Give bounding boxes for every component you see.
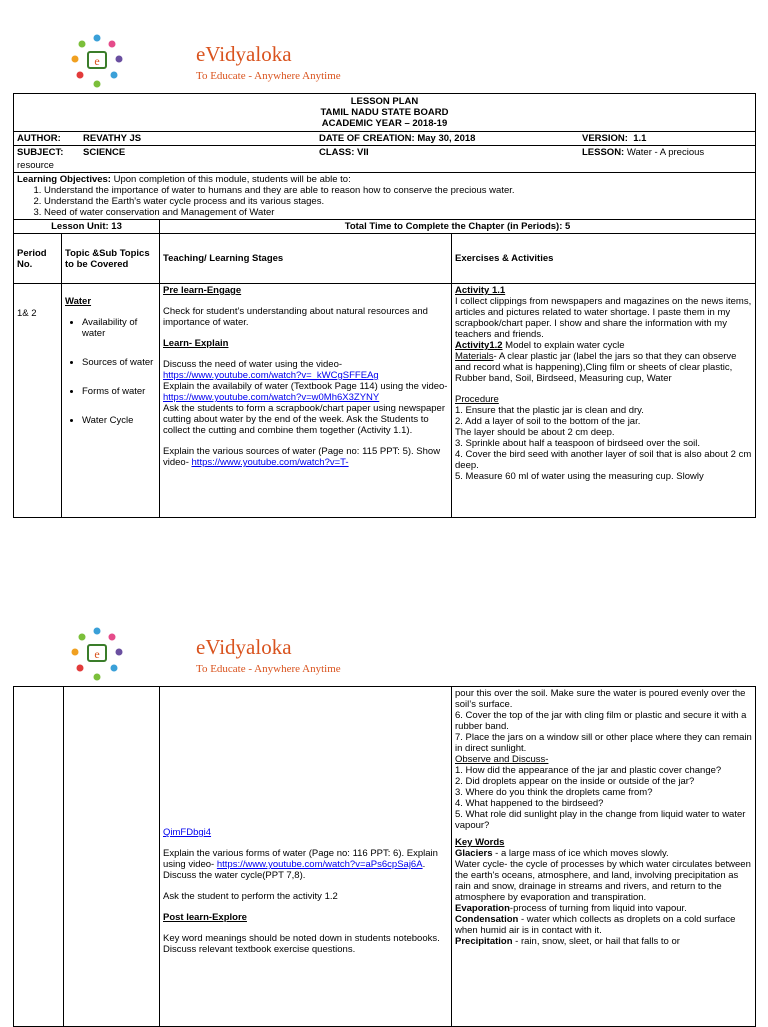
col-header-topic: Topic &Sub Topics to be Covered xyxy=(62,234,160,284)
key-word: Evaporation-process of turning from liquid into vapour. xyxy=(455,903,687,914)
logo xyxy=(66,32,406,88)
version-value: 1.1 xyxy=(633,133,647,144)
topic-title: Water xyxy=(65,296,92,307)
author-value: REVATHY JS xyxy=(83,133,142,144)
date-of-creation: DATE OF CREATION: May 30, 2018 xyxy=(319,133,476,144)
class-label: CLASS: VII xyxy=(316,146,579,160)
learning-objectives xyxy=(14,173,756,220)
brand-tagline: To Educate - Anywhere Anytime xyxy=(196,70,341,82)
author-label: AUTHOR: xyxy=(17,133,61,144)
teaching-text: . Discuss the water cycle(PPT 7,8). xyxy=(163,859,426,881)
header-lesson-plan: LESSON PLAN xyxy=(14,94,756,108)
objective-item: 3. Need of water conservation and Management of Water xyxy=(44,207,752,218)
procedure-step: 3. Sprinkle about half a teaspoon of birdseed over the soil. xyxy=(455,438,701,449)
lesson-value-cont: resource xyxy=(17,160,54,171)
svg-text:e: e xyxy=(94,54,100,68)
procedure-step: 2. Add a layer of soil to the bottom of the jar. xyxy=(455,416,641,427)
period-number: 1& 2 xyxy=(14,284,62,518)
video-link[interactable]: https://www.youtube.com/watch?v=T- xyxy=(191,457,349,468)
teaching-text: Ask the student to perform the activity 1.2 xyxy=(163,891,338,902)
teaching-text: Explain the availabily of water (Textbook Page 114) using the video- xyxy=(163,381,448,392)
topic-cell xyxy=(64,687,160,1027)
evidyaloka-logo-icon xyxy=(66,32,128,90)
teaching-text: Key word meanings should be noted down in students notebooks. Discuss relevant textbook exercise questions. xyxy=(163,933,440,955)
video-link[interactable]: QimFDbgi4 xyxy=(163,827,212,838)
exercise-text: I collect clippings from newspapers and magazines on the news items, articles and pictures related to water shortage. I paste them in my scrapbook/chart paper. I show and share the information with my teachers and friends. xyxy=(455,296,752,340)
discussion-question: 2. Did droplets appear on the inside or outside of the jar? xyxy=(455,776,695,787)
procedure-step: 4. Cover the bird seed with another layer of soil that is also about 2 cm deep. xyxy=(455,449,752,471)
exercise-text: Model to explain water cycle xyxy=(502,340,625,351)
header-academic-year: ACADEMIC YEAR – 2018-19 xyxy=(14,118,756,132)
objective-item: 2. Understand the Earth's water cycle process and its various stages. xyxy=(44,196,752,207)
observe-discuss-label: Observe and Discuss- xyxy=(455,754,549,765)
brand-tagline: To Educate - Anywhere Anytime xyxy=(196,663,341,675)
materials-label: Materials xyxy=(455,351,494,362)
discussion-question: 5. What role did sunlight play in the change from liquid water to water vapour? xyxy=(455,809,746,831)
activity-heading: Activity 1.1 xyxy=(455,285,506,296)
teaching-stages xyxy=(160,687,452,1027)
teaching-text: Explain the various sources of water (Page no: 115 PPT: 5). Show video- xyxy=(163,446,441,468)
teaching-text: Discuss the need of water using the video- xyxy=(163,359,343,370)
exercise-text: - A clear plastic jar (label the jars so that they can observe and record what is happening),Cling film or sheets of clear plastic, Rubber band, Soil, Birdseed, Measuring cup, Water xyxy=(455,351,737,384)
subtopic-item: • Availability of water xyxy=(82,317,156,339)
lesson-value: Water - A precious xyxy=(626,147,705,158)
procedure-label: Procedure xyxy=(455,394,499,405)
discussion-question: 4. What happened to the birdseed? xyxy=(455,798,604,809)
lesson-label: LESSON: xyxy=(582,147,625,158)
key-word: Precipitation - rain, snow, sleet, or hail that falls to or xyxy=(455,936,680,947)
objective-item: 1. Understand the importance of water to humans and they are able to reason how to conserve the precious water. xyxy=(44,185,752,196)
col-header-exercises: Exercises & Activities xyxy=(452,234,756,284)
col-header-teaching: Teaching/ Learning Stages xyxy=(160,234,452,284)
procedure-step: 6. Cover the top of the jar with cling film or plastic and secure it with a rubber band. xyxy=(455,710,747,732)
subtopic-item: • Water Cycle xyxy=(82,415,156,426)
lesson-plan-page-2 xyxy=(13,686,755,1027)
exercises-activities xyxy=(452,687,756,1027)
procedure-step: The layer should be about 2 cm deep. xyxy=(455,427,615,438)
brand-name: eVidyaloka xyxy=(196,635,292,659)
header-board: TAMIL NADU STATE BOARD xyxy=(14,107,756,118)
subtopic-item: • Sources of water xyxy=(82,357,156,368)
procedure-step: 1. Ensure that the plastic jar is clean and dry. xyxy=(455,405,644,416)
teaching-text: Explain the various forms of water (Page no: 116 PPT: 6). Explain using video- xyxy=(163,848,438,870)
key-word: Condensation - water which collects as droplets on a cold surface when humid air is in contact with it. xyxy=(455,914,736,936)
teaching-stages xyxy=(160,284,452,518)
lesson-plan-page-1 xyxy=(13,93,755,518)
lesson-unit: Lesson Unit: 13 xyxy=(14,220,160,234)
discussion-question: 3. Where do you think the droplets came from? xyxy=(455,787,653,798)
period-cell xyxy=(14,687,64,1027)
discussion-question: 1. How did the appearance of the jar and plastic cover change? xyxy=(455,765,722,776)
video-link[interactable]: https://www.youtube.com/watch?v=aPs6cpSaj6A xyxy=(216,859,423,870)
procedure-step: 5. Measure 60 ml of water using the measuring cup. Slowly xyxy=(455,471,704,482)
activity-heading: Activity1.2 xyxy=(455,340,503,351)
key-word: Glaciers - a large mass of ice which moves slowly. xyxy=(455,848,669,859)
logo xyxy=(66,625,406,681)
learn-heading: Learn- Explain xyxy=(163,338,229,349)
subject-label: SUBJECT: xyxy=(14,146,80,160)
procedure-step: 7. Place the jars on a window sill or other place where they can remain in direct sunlight. xyxy=(455,732,752,754)
brand-name: eVidyaloka xyxy=(196,42,292,66)
video-link[interactable]: https://www.youtube.com/watch?v=w0Mh6X3ZYNY xyxy=(163,392,380,403)
evidyaloka-logo-icon xyxy=(66,625,128,683)
post-learn-heading: Post learn-Explore xyxy=(163,912,247,923)
version-label: VERSION: xyxy=(582,133,628,144)
objectives-intro: Upon completion of this module, students will be able to: xyxy=(113,174,351,185)
teaching-text: Ask the students to form a scrapbook/chart paper using newspaper cutting about water by the end of the week. Ask the Students to collect the cutting and combine them together (Activity 1.1). xyxy=(163,403,445,436)
video-link[interactable]: https://www.youtube.com/watch?v=_kWCgSFFEAg xyxy=(163,370,379,381)
key-word: Water cycle- the cycle of processes by which water circulates between the earth's oceans, atmosphere, and land, involving precipitation as rain and snow, drainage in streams and rivers, and return to the atmosphere by evaporation and transpiration. xyxy=(455,859,751,903)
key-words-heading: Key Words xyxy=(455,837,505,848)
pre-learn-heading: Pre learn-Engage xyxy=(163,285,242,296)
subject-value: SCIENCE xyxy=(80,146,316,160)
total-time: Total Time to Complete the Chapter (in Periods): 5 xyxy=(160,220,756,234)
objectives-label: Learning Objectives: xyxy=(17,174,111,185)
svg-text:e: e xyxy=(94,647,100,661)
col-header-period: Period No. xyxy=(14,234,62,284)
exercises-activities xyxy=(452,284,756,518)
teaching-text: Check for student’s understanding about natural resources and importance of water. xyxy=(163,306,428,328)
procedure-step: pour this over the soil. Make sure the water is poured evenly over the soil’s surface. xyxy=(455,688,746,710)
subtopic-item: • Forms of water xyxy=(82,386,156,397)
